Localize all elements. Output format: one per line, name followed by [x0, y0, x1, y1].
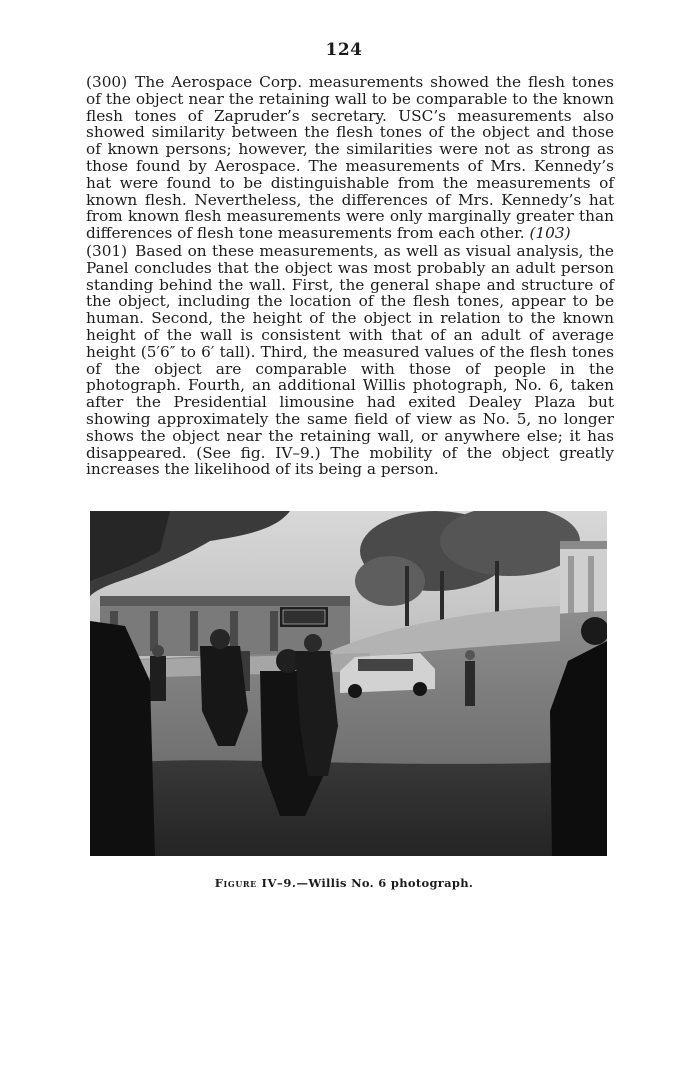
- figure-caption: [0, 876, 688, 890]
- paragraph-text: The Aerospace Corp. measurements showed the flesh tones of the object near the retaining wall to be comparable to the known flesh tones of Zapruder’s secretary. USC’s measurements also showed similarity between the flesh tones of the object and those of known persons; however, the similarities were not as strong as those found by Aerospace. The measurements of Mrs. Kennedy’s hat were found to be distinguishable from the measurements of known flesh. Nevertheless, the differences of Mrs. Kennedy’s hat from known flesh measurements were only marginally greater than differences of flesh tone measurements from each other.: [86, 73, 614, 243]
- citation: (103): [529, 224, 571, 243]
- page-number: 124: [325, 40, 363, 60]
- paragraph-text: Based on these measurements, as well as visual analysis, the Panel concludes that the object was most probably an adult person standing behind the wall. First, the general shape and structure of the object, including the location of the flesh tones, appear to be human. Second, the height of the object in relation to the known height of the wall is consistent with that of an adult of average height (5′6″ to 6′ tall). Third, the measured values of the flesh tones of the object are comparable with those of people in the photograph. Fourth, an additional Willis photograph, No. 6, taken after the Presidential limousine had exited Dealey Plaza but showing approximately the same field of view as No. 5, no longer shows the object near the retaining wall, or anywhere else; it has disappeared. (See fig. IV–9.) The mobility of the object greatly increases the likelihood of its being a person.: [86, 241, 614, 479]
- caption-text: —Willis No. 6 photograph.: [296, 876, 474, 890]
- photo-illustration: [90, 511, 607, 856]
- paragraph-number: (300): [86, 73, 128, 91]
- paragraph-301: [86, 243, 614, 478]
- willis-photograph: [90, 511, 607, 856]
- paragraph-300: [86, 74, 614, 242]
- figure-label: Figure IV–9.: [214, 876, 297, 890]
- paragraph-number: (301): [86, 241, 128, 260]
- body-text: [86, 74, 614, 478]
